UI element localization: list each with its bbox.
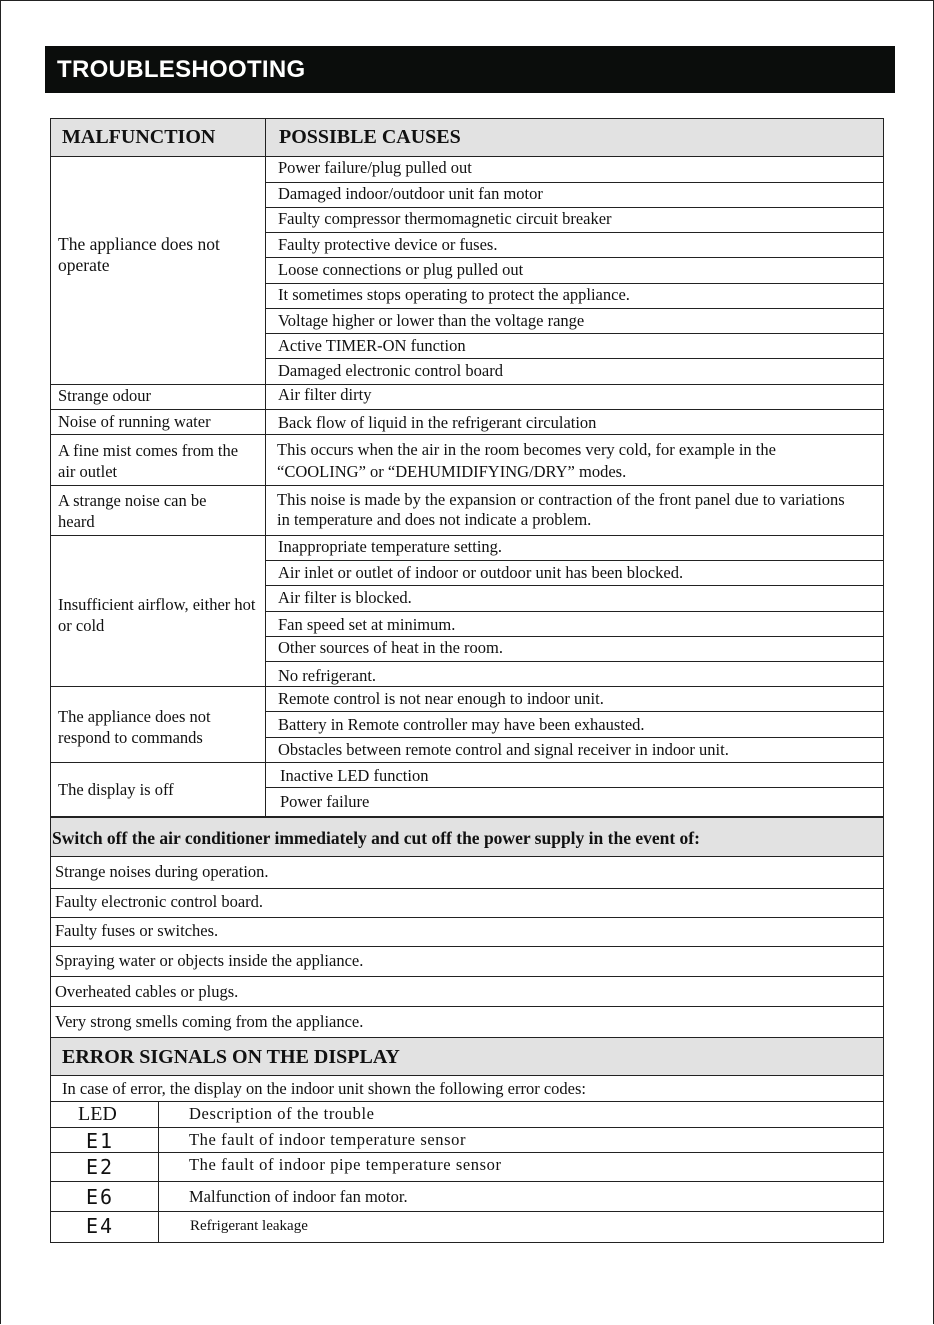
row-line [50, 1006, 884, 1007]
section-border-left [50, 816, 51, 1037]
malfunction-cell: Strange odour [58, 386, 152, 405]
row-line [265, 661, 884, 662]
row-line [265, 358, 884, 359]
cause-cell: Other sources of heat in the room. [278, 638, 503, 657]
row-line [50, 1242, 884, 1243]
row-line [50, 1075, 884, 1076]
row-line [50, 434, 884, 435]
malfunction-cell: The appliance does not respond to commands [58, 707, 211, 747]
cause-cell: Air inlet or outlet of indoor or outdoor unit has been blocked. [278, 563, 684, 582]
row-line [265, 232, 884, 233]
row-line [50, 917, 884, 918]
cause-cell: Power failure/plug pulled out [278, 158, 472, 177]
cause-cell: No refrigerant. [278, 666, 377, 685]
row-line [265, 308, 884, 309]
table-border-left [50, 118, 51, 816]
row-line [265, 283, 884, 284]
malfunction-cell: A strange noise can be heard [58, 491, 207, 531]
row-line [50, 1127, 884, 1128]
cause-cell: Voltage higher or lower than the voltage range [278, 311, 585, 330]
switch-off-heading: Switch off the air conditioner immediately and cut off the power supply in the event of: [52, 828, 700, 848]
row-line [50, 535, 884, 536]
row-line [265, 787, 884, 788]
led-column-header: LED [78, 1103, 117, 1125]
cause-cell: Fan speed set at minimum. [278, 615, 456, 634]
row-line [50, 686, 884, 687]
header-malfunction: MALFUNCTION [62, 126, 216, 148]
cause-cell: This noise is made by the expansion or contraction of the front panel due to variations in temperature and does not indicate a problem. [277, 490, 845, 529]
cause-cell: Damaged electronic control board [278, 361, 503, 380]
row-line [265, 560, 884, 561]
switch-off-item: Spraying water or objects inside the appliance. [55, 951, 364, 970]
row-line [265, 636, 884, 637]
row-line [50, 762, 884, 763]
row-line [265, 711, 884, 712]
row-line [50, 888, 884, 889]
errors-intro: In case of error, the display on the indoor unit shown the following error codes: [62, 1079, 586, 1098]
row-line [50, 1101, 884, 1102]
led-divider [158, 1101, 159, 1242]
malfunction-cell: The display is off [58, 780, 174, 799]
row-line [265, 737, 884, 738]
page-title: TROUBLESHOOTING [45, 46, 895, 93]
cause-cell: This occurs when the air in the room becomes very cold, for example in the “COOLING” or “DEHUMIDIFYING/DRY” modes. [277, 440, 776, 481]
malfunction-cell: A fine mist comes from the air outlet [58, 441, 239, 481]
cause-cell: Faulty protective device or fuses. [278, 235, 498, 254]
cause-cell: Damaged indoor/outdoor unit fan motor [278, 184, 543, 203]
cause-cell: Obstacles between remote control and signal receiver in indoor unit. [278, 740, 729, 759]
switch-off-item: Overheated cables or plugs. [55, 982, 239, 1001]
row-line [265, 182, 884, 183]
description-column-header: Description of the trouble [189, 1104, 375, 1123]
cause-cell: Loose connections or plug pulled out [278, 260, 524, 279]
row-line [50, 485, 884, 486]
row-line [50, 1181, 884, 1182]
error-description: Refrigerant leakage [190, 1218, 308, 1234]
row-line [265, 207, 884, 208]
errors-heading: ERROR SIGNALS ON THE DISPLAY [62, 1046, 400, 1068]
cause-cell: Inappropriate temperature setting. [278, 537, 503, 556]
cause-cell: Inactive LED function [280, 766, 429, 785]
row-line [50, 118, 884, 119]
row-line [265, 585, 884, 586]
cause-cell: Battery in Remote controller may have been exhausted. [278, 715, 645, 734]
row-line [50, 1211, 884, 1212]
section-border-right [883, 816, 884, 1037]
malfunction-cell: The appliance does not operate [58, 234, 220, 275]
switch-off-item: Strange noises during operation. [55, 862, 269, 881]
error-code-e4: E4 [86, 1214, 115, 1238]
row-line [50, 816, 884, 818]
row-line [265, 257, 884, 258]
cause-cell: Active TIMER-ON function [278, 336, 466, 355]
row-line [50, 156, 884, 157]
switch-off-item: Very strong smells coming from the appliance. [55, 1012, 364, 1031]
row-line [50, 946, 884, 947]
cause-cell: It sometimes stops operating to protect the appliance. [278, 285, 630, 304]
row-line [50, 1037, 884, 1038]
row-line [50, 976, 884, 977]
cause-cell: Air filter is blocked. [278, 588, 412, 607]
row-line [50, 384, 884, 385]
malfunction-cell: Noise of running water [58, 412, 211, 431]
cause-cell: Faulty compressor thermomagnetic circuit breaker [278, 209, 612, 228]
row-line [50, 1152, 884, 1153]
switch-off-item: Faulty fuses or switches. [55, 921, 219, 940]
row-line [265, 333, 884, 334]
cause-cell: Back flow of liquid in the refrigerant circulation [278, 413, 597, 432]
error-code-e1: E1 [86, 1129, 115, 1153]
row-line [265, 611, 884, 612]
malfunction-cell: Insufficient airflow, either hot or cold [58, 595, 256, 635]
cause-cell: Remote control is not near enough to indoor unit. [278, 689, 604, 708]
error-description: The fault of indoor pipe temperature sensor [189, 1155, 502, 1174]
error-description: Malfunction of indoor fan motor. [189, 1187, 408, 1206]
switch-off-item: Faulty electronic control board. [55, 892, 264, 911]
error-code-e6: E6 [86, 1185, 115, 1209]
header-causes: POSSIBLE CAUSES [279, 126, 461, 148]
error-code-e2: E2 [86, 1155, 115, 1179]
row-line [50, 856, 884, 857]
row-line [50, 409, 884, 410]
error-description: The fault of indoor temperature sensor [189, 1130, 467, 1149]
cause-cell: Air filter dirty [278, 385, 372, 404]
cause-cell: Power failure [280, 792, 370, 811]
